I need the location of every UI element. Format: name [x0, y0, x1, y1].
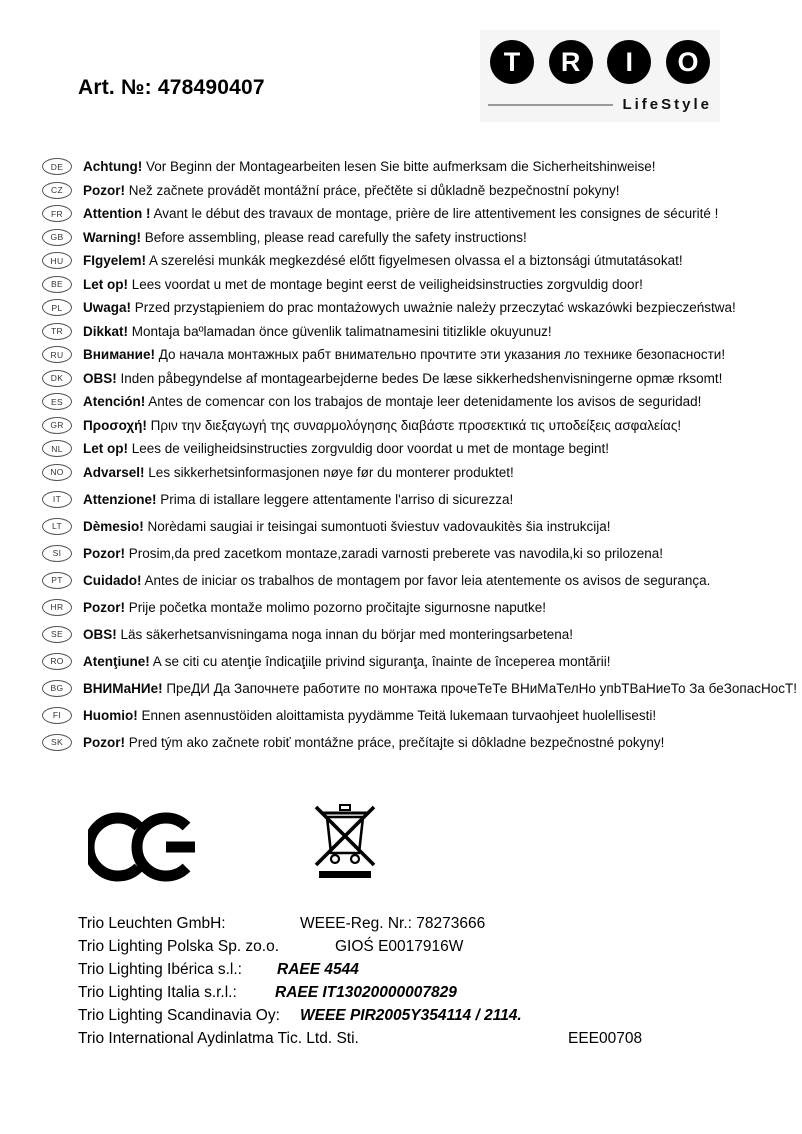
article-number: Art. №: 478490407: [78, 76, 265, 99]
language-code-badge: NL: [42, 440, 72, 457]
warning-text: [83, 708, 656, 723]
language-row: [42, 626, 782, 643]
warning-sentence: Než začnete provádět montážní práce, přečtěte si důkladně bezpečnostní pokyny!: [128, 182, 620, 198]
warning-text: [83, 681, 797, 696]
warning-sentence: Vor Beginn der Montagearbeiten lesen Sie bitte aufmerksam die Sicherheitshinweise!: [146, 159, 656, 174]
language-code-badge: CZ: [42, 182, 72, 199]
warning-sentence: Prosim,da pred zacetkom montaze,zaradi varnosti preberete vas navodila,ki so prilozena!: [128, 545, 664, 561]
warning-word: Pozor!: [83, 599, 125, 615]
logo-letter-r: R: [549, 40, 593, 84]
registration-number: RAEE IT13020000007829: [275, 984, 457, 1001]
language-code-badge: IT: [42, 491, 72, 508]
warning-sentence: Montaja baºlamadan önce güvenlik talimatnamesini titizlikle okuyunuz!: [131, 323, 552, 339]
language-row: [42, 491, 782, 508]
warning-sentence: Avant le début des travaux de montage, prière de lire attentivement les consignes de sécurité !: [153, 206, 719, 221]
warning-text: [83, 277, 643, 292]
company-name: Trio International Aydinlatma Tic. Ltd. Sti.: [78, 1030, 359, 1047]
warning-text: [83, 546, 663, 561]
company-name: Trio Lighting Ibérica s.l.:: [78, 961, 242, 978]
registration-number: WEEE PIR2005Y354114 / 2114.: [300, 1007, 522, 1024]
warning-sentence: Norèdami saugiai ir teisingai sumontuoti šviestuv vadovaukitès šia instrukcija!: [147, 518, 611, 534]
warning-sentence: Prima di istallare leggere attentamente l'arriso di sicurezza!: [160, 491, 514, 507]
warning-sentence: Inden påbegyndelse af montagearbejderne bedes De læse sikkerhedshenvisningerne opmæ rksomt!: [120, 370, 723, 386]
warning-word: Huomio!: [83, 707, 138, 723]
language-row: [42, 370, 782, 387]
language-code-badge: GR: [42, 417, 72, 434]
logo-letter-o: O: [666, 40, 710, 84]
language-row: [42, 440, 782, 457]
language-code-badge: HU: [42, 252, 72, 269]
warning-word: OBS!: [83, 626, 117, 642]
language-code-badge: SK: [42, 734, 72, 751]
language-row: [42, 417, 782, 434]
warning-sentence: Przed przystąpieniem do prac montażowych uważnie należy przeczytać wskazówki bezpieczeństwa!: [134, 300, 736, 315]
registration-number: EEE00708: [568, 1030, 643, 1047]
language-row: [42, 182, 782, 199]
language-row: [42, 680, 797, 697]
warning-word: Uwaga!: [83, 300, 132, 315]
warning-text: [83, 347, 725, 362]
warning-text: [83, 492, 513, 507]
warning-sentence: Pred tým ako začnete robiť montážne práce, prečítajte si dôkladne bezpečnostné pokyny!: [128, 734, 665, 750]
registration-list: [78, 912, 758, 1050]
registration-row: [78, 1027, 758, 1050]
logo-subtitle: LifeStyle: [622, 96, 712, 113]
language-row: [42, 599, 782, 616]
warning-word: Pozor!: [83, 545, 125, 561]
warning-sentence: Πριν την διεξαγωγή της συναρμολόγησης διαβάστε προσεκτικά τις υποδείξεις ασφαλείας!: [150, 417, 682, 433]
language-row: [42, 464, 782, 481]
warning-sentence: Lees de veiligheidsinstructies zorgvuldig door voordat u met de montage begint!: [131, 441, 610, 456]
warning-text: [83, 465, 514, 480]
registration-row: [78, 981, 758, 1004]
warning-sentence: ПреДИ Да Започнете работите по монтажа прочеТеТе ВНиМаТелНо упbТВаНиеТо За беЗопасНосТ!: [166, 680, 797, 696]
language-code-badge: HR: [42, 599, 72, 616]
language-row: [42, 229, 782, 246]
language-row: [42, 653, 782, 670]
warning-word: ВНИМаНИе!: [83, 680, 163, 696]
language-code-badge: BG: [42, 680, 72, 697]
language-code-badge: PL: [42, 299, 72, 316]
warning-word: Cuidado!: [83, 572, 142, 588]
language-code-badge: NO: [42, 464, 72, 481]
warning-text: [83, 600, 546, 615]
warning-word: Pozor!: [83, 734, 125, 750]
warning-word: Attention !: [83, 206, 151, 221]
language-code-badge: DE: [42, 158, 72, 175]
warning-word: Dikkat!: [83, 323, 129, 339]
warning-word: Pozor!: [83, 182, 125, 198]
company-name: Trio Leuchten GmbH:: [78, 915, 226, 932]
warning-word: Внимание!: [83, 347, 155, 362]
language-row: [42, 346, 782, 363]
warning-sentence: Ennen asennustöiden aloittamista pyydämme Teitä lukemaan turvaohjeet huolellisesti!: [141, 707, 657, 723]
warning-sentence: A szerelési munkák megkezdésé előtt figyelmesen olvassa el a biztonsági útmutatásokat!: [149, 253, 683, 268]
language-row: [42, 393, 782, 410]
warning-word: Advarsel!: [83, 464, 145, 480]
warning-text: [83, 300, 736, 315]
language-code-badge: LT: [42, 518, 72, 535]
language-code-badge: SI: [42, 545, 72, 562]
warning-text: [83, 371, 722, 386]
language-row: [42, 158, 782, 175]
warning-text: [83, 206, 718, 221]
warning-text: [83, 230, 527, 245]
logo-divider: [488, 104, 613, 106]
warning-text: [83, 735, 664, 750]
warning-text: [83, 394, 701, 409]
warning-text: [83, 519, 611, 534]
warning-text: [83, 654, 611, 669]
language-row: [42, 299, 782, 316]
language-row: [42, 572, 782, 589]
language-code-badge: ES: [42, 393, 72, 410]
language-row: [42, 252, 782, 269]
warning-sentence: Antes de comencar con los trabajos de montaje leer detenidamente los avisos de seguridad!: [148, 394, 702, 409]
language-row: [42, 323, 782, 340]
language-code-badge: TR: [42, 323, 72, 340]
warning-text: [83, 183, 620, 198]
warning-sentence: Lees voordat u met de montage begint eerst de veiligheidsinstructies zorgvuldig door!: [131, 276, 643, 292]
certification-symbols: [88, 800, 508, 895]
warning-sentence: A se citi cu atenţie îndicaţiile privind siguranţa, înainte de începerea montării!: [152, 653, 611, 669]
warning-text: [83, 159, 656, 174]
logo-letter-t: T: [490, 40, 534, 84]
registration-number: GIOŚ E0017916W: [335, 938, 464, 955]
company-name: Trio Lighting Italia s.r.l.:: [78, 984, 237, 1001]
warning-word: Dèmesio!: [83, 518, 144, 534]
weee-bin-icon: [310, 800, 380, 882]
language-row: [42, 734, 782, 751]
language-code-badge: DK: [42, 370, 72, 387]
warning-word: Atenţiune!: [83, 653, 150, 669]
logo-letters: [488, 40, 712, 84]
warning-word: Atención!: [83, 394, 146, 409]
registration-row: [78, 1004, 758, 1027]
language-code-badge: FI: [42, 707, 72, 724]
warning-sentence: Antes de iniciar os trabalhos de montagem por favor leia atentemente os avisos de segurança.: [144, 572, 711, 588]
registration-number: RAEE 4544: [277, 961, 359, 978]
language-code-badge: PT: [42, 572, 72, 589]
registration-row: [78, 958, 758, 981]
language-code-badge: FR: [42, 205, 72, 222]
language-code-badge: RO: [42, 653, 72, 670]
warning-word: Προσοχή!: [83, 417, 147, 433]
warning-text: [83, 324, 552, 339]
warning-sentence: Les sikkerhetsinformasjonen nøye før du monterer produktet!: [148, 464, 514, 480]
warning-word: OBS!: [83, 370, 117, 386]
warning-text: [83, 573, 710, 588]
language-code-badge: SE: [42, 626, 72, 643]
warning-sentence: До начала монтажных рабт внимательно прочтите эти указания ло технике безопасности!: [158, 347, 726, 362]
warning-word: Attenzione!: [83, 491, 157, 507]
warning-word: Let op!: [83, 441, 128, 456]
warning-word: Warning!: [83, 229, 141, 245]
language-code-badge: GB: [42, 229, 72, 246]
language-row: [42, 205, 782, 222]
ce-mark-icon: [88, 812, 200, 882]
warning-sentence: Prije početka montaže molimo pozorno pročitajte sigurnosne naputke!: [128, 599, 546, 615]
language-row: [42, 707, 782, 724]
language-row: [42, 276, 782, 293]
warning-text: [83, 253, 683, 268]
language-row: [42, 545, 782, 562]
logo-bottom: [488, 96, 712, 113]
language-row: [42, 518, 782, 535]
language-code-badge: RU: [42, 346, 72, 363]
warning-word: Achtung!: [83, 159, 143, 174]
warning-sentence: Läs säkerhetsanvisningama noga innan du börjar med monteringsarbetena!: [120, 626, 574, 642]
warning-text: [83, 418, 681, 433]
registration-number: WEEE-Reg. Nr.: 78273666: [300, 915, 486, 932]
warning-word: FIgyelem!: [83, 253, 147, 268]
trio-logo: [480, 30, 720, 122]
registration-row: [78, 935, 758, 958]
language-warning-list: [42, 158, 797, 761]
logo-letter-i: I: [607, 40, 651, 84]
warning-text: [83, 441, 609, 456]
warning-sentence: Before assembling, please read carefully the safety instructions!: [144, 229, 527, 245]
registration-row: [78, 912, 758, 935]
language-code-badge: BE: [42, 276, 72, 293]
warning-word: Let op!: [83, 276, 128, 292]
warning-text: [83, 627, 573, 642]
company-name: Trio Lighting Polska Sp. zo.o.: [78, 938, 280, 955]
company-name: Trio Lighting Scandinavia Oy:: [78, 1007, 280, 1024]
